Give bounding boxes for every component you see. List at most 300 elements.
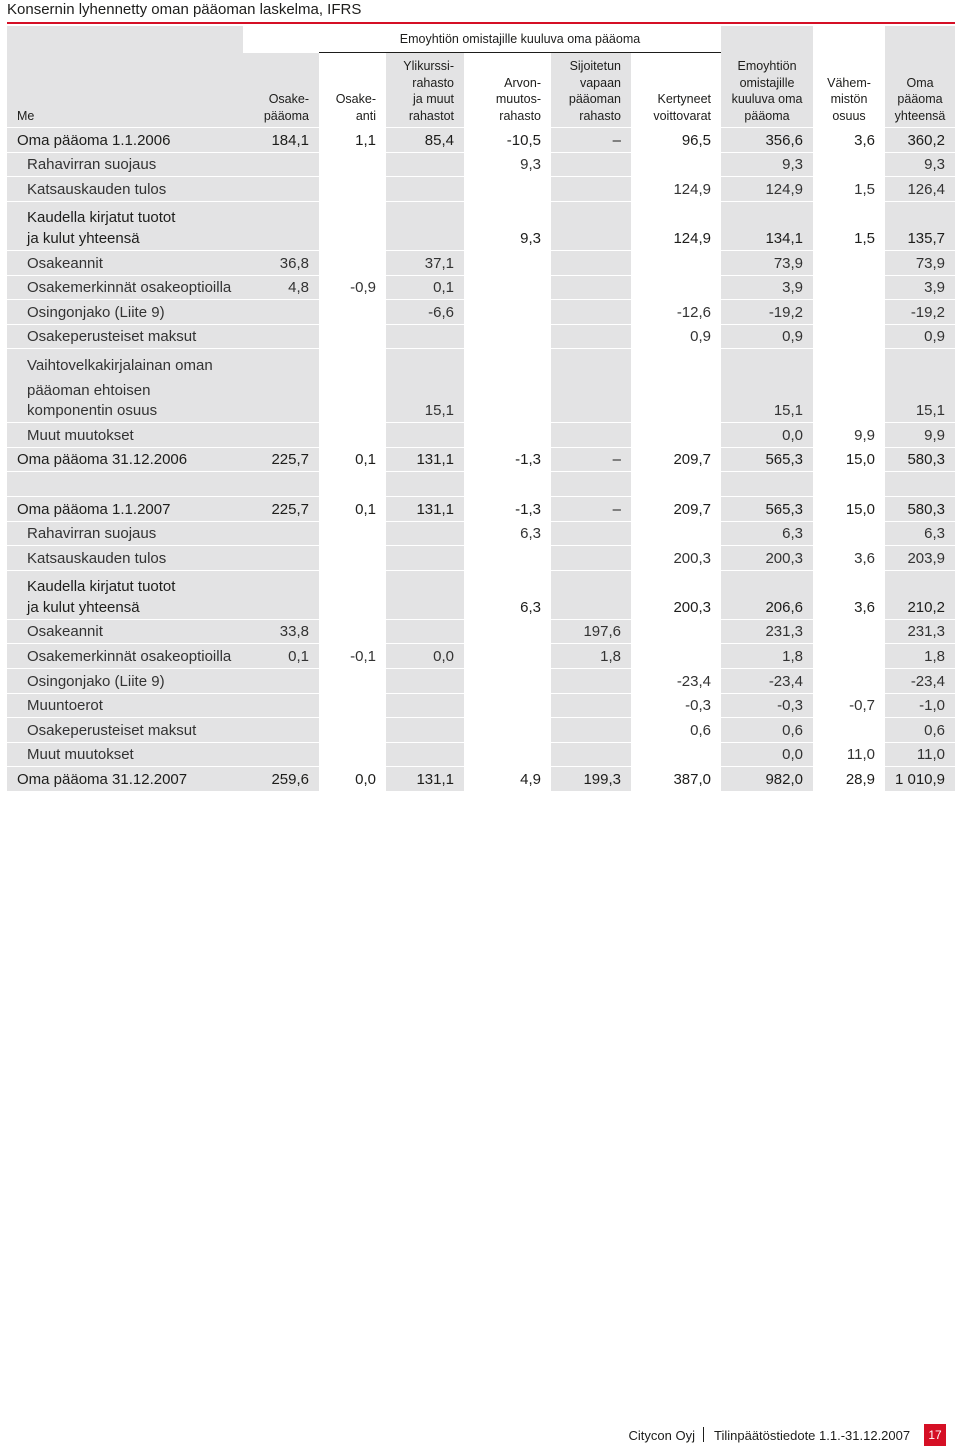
table-cell <box>813 250 885 275</box>
column-header-line: Kertyneet <box>657 92 712 106</box>
table-cell: -1,3 <box>464 496 551 521</box>
table-cell <box>631 152 721 177</box>
table-cell: 1,1 <box>319 127 386 152</box>
table-cell <box>631 643 721 668</box>
table-cell <box>243 348 319 422</box>
row-label <box>7 447 243 472</box>
page-title: Konsernin lyhennetty oman pääoman laskelma, IFRS <box>7 1 362 18</box>
table-cell: 15,0 <box>813 447 885 472</box>
table-cell: 131,1 <box>386 447 464 472</box>
table-cell: 0,1 <box>319 447 386 472</box>
table-cell: – <box>551 447 631 472</box>
table-cell <box>551 570 631 619</box>
table-row <box>7 717 955 742</box>
table-cell: -19,2 <box>885 299 955 324</box>
row-label-line: Osingonjako (Liite 9) <box>27 672 165 690</box>
table-cell <box>551 717 631 742</box>
row-label-line: Oma pääoma 31.12.2006 <box>17 451 188 469</box>
row-label-line: Kaudella kirjatut tuotot <box>27 209 176 227</box>
table-cell: 4,8 <box>243 275 319 300</box>
table-cell <box>464 422 551 447</box>
table-cell: 15,0 <box>813 496 885 521</box>
table-cell <box>319 324 386 349</box>
table-cell: 73,9 <box>721 250 813 275</box>
table-cell <box>319 348 386 422</box>
table-cell <box>813 275 885 300</box>
row-label <box>7 471 243 496</box>
table-cell <box>319 521 386 546</box>
table-cell <box>631 471 721 496</box>
table-cell: 0,6 <box>885 717 955 742</box>
table-cell <box>243 742 319 767</box>
column-header-line: pääoma <box>263 108 309 123</box>
row-label-line: Osakeannit <box>27 623 103 641</box>
table-row <box>7 766 955 791</box>
row-label-line: ja kulut yhteensä <box>27 598 140 616</box>
table-cell <box>319 299 386 324</box>
table-cell <box>551 250 631 275</box>
row-label-line: pääoman ehtoisen <box>27 381 151 399</box>
footer-report-title: Tilinpäätöstiedote 1.1.-31.12.2007 <box>714 1428 911 1443</box>
table-cell: -0,1 <box>319 643 386 668</box>
table-row <box>7 348 955 422</box>
table-cell <box>631 275 721 300</box>
table-cell: 3,6 <box>813 545 885 570</box>
table-cell <box>464 471 551 496</box>
footer-company: Citycon Oyj <box>628 1428 695 1443</box>
table-cell: 982,0 <box>721 766 813 791</box>
column-header-line: rahasto <box>499 108 541 123</box>
column-header-line: Osake- <box>268 92 309 106</box>
table-cell: 0,9 <box>885 324 955 349</box>
table-cell <box>386 176 464 201</box>
table-cell <box>551 742 631 767</box>
table-cell: -23,4 <box>885 668 955 693</box>
table-cell: 209,7 <box>631 447 721 472</box>
column-header-line: mistön <box>830 92 868 106</box>
table-cell <box>464 668 551 693</box>
row-label <box>7 521 243 546</box>
row-label <box>7 570 243 619</box>
table-cell: -1,3 <box>464 447 551 472</box>
table-cell <box>386 422 464 447</box>
table-cell: 0,1 <box>386 275 464 300</box>
row-label-line: Kaudella kirjatut tuotot <box>27 578 176 596</box>
table-cell: 0,9 <box>721 324 813 349</box>
column-header-line: rahasto <box>579 108 621 123</box>
table-cell: 3,6 <box>813 570 885 619</box>
table-cell: 565,3 <box>721 496 813 521</box>
column-header-line: Sijoitetun <box>569 59 621 73</box>
table-cell <box>885 471 955 496</box>
table-cell: 11,0 <box>813 742 885 767</box>
unit-label: Me <box>7 26 243 127</box>
table-cell <box>386 471 464 496</box>
column-header <box>464 53 551 127</box>
table-cell <box>386 545 464 570</box>
table-cell: 33,8 <box>243 619 319 644</box>
table-cell <box>386 201 464 250</box>
column-header <box>243 53 319 127</box>
table-cell <box>721 471 813 496</box>
table-row <box>7 324 955 349</box>
table-cell <box>813 643 885 668</box>
table-cell <box>386 668 464 693</box>
table-cell <box>464 742 551 767</box>
table-cell <box>464 717 551 742</box>
row-label-line: Osakeperusteiset maksut <box>27 721 197 739</box>
column-header-line: rahasto <box>412 75 454 90</box>
table-row <box>7 742 955 767</box>
table-spacer-row <box>7 471 955 496</box>
table-cell <box>319 471 386 496</box>
table-cell <box>551 176 631 201</box>
table-cell: 0,6 <box>721 717 813 742</box>
table-cell <box>464 693 551 718</box>
table-cell: 135,7 <box>885 201 955 250</box>
row-label <box>7 348 243 422</box>
table-cell: 126,4 <box>885 176 955 201</box>
table-cell <box>386 742 464 767</box>
row-label-line: Osakeannit <box>27 254 103 272</box>
table-cell: 9,3 <box>464 152 551 177</box>
table-cell: 36,8 <box>243 250 319 275</box>
row-label-line: Oma pääoma 1.1.2006 <box>17 131 171 149</box>
title-divider <box>7 22 955 24</box>
table-row <box>7 447 955 472</box>
table-cell: 387,0 <box>631 766 721 791</box>
table-cell: 580,3 <box>885 447 955 472</box>
table-cell: 200,3 <box>631 570 721 619</box>
column-header-line: pääoma <box>897 92 943 106</box>
table-cell <box>464 250 551 275</box>
table-row <box>7 496 955 521</box>
table-cell: 0,0 <box>319 766 386 791</box>
table-cell: 15,1 <box>885 348 955 422</box>
column-header <box>885 53 955 127</box>
table-cell: 9,3 <box>464 201 551 250</box>
table-cell <box>386 570 464 619</box>
table-cell <box>243 176 319 201</box>
table-cell: 0,1 <box>319 496 386 521</box>
table-cell <box>319 152 386 177</box>
row-label-line: Oma pääoma 1.1.2007 <box>17 500 171 518</box>
table-cell: 203,9 <box>885 545 955 570</box>
table-cell <box>243 152 319 177</box>
table-row <box>7 619 955 644</box>
table-cell <box>813 299 885 324</box>
table-cell: 184,1 <box>243 127 319 152</box>
table-row <box>7 201 955 250</box>
table-cell <box>319 570 386 619</box>
column-header-line: Oma <box>906 75 934 90</box>
row-label-line: Rahavirran suojaus <box>27 525 157 543</box>
table-cell <box>551 201 631 250</box>
row-label <box>7 176 243 201</box>
table-cell: -1,0 <box>885 693 955 718</box>
table-cell <box>386 324 464 349</box>
table-cell <box>551 693 631 718</box>
column-header-line: omistajille <box>739 75 795 90</box>
table-cell: 0,6 <box>631 717 721 742</box>
table-cell <box>813 717 885 742</box>
table-cell <box>631 250 721 275</box>
table-cell: 9,9 <box>885 422 955 447</box>
row-label <box>7 250 243 275</box>
table-cell: 580,3 <box>885 496 955 521</box>
table-row <box>7 521 955 546</box>
table-cell <box>464 324 551 349</box>
table-cell: 134,1 <box>721 201 813 250</box>
table-row <box>7 275 955 300</box>
table-cell <box>813 152 885 177</box>
table-cell: 3,6 <box>813 127 885 152</box>
column-header-line: rahastot <box>408 108 454 123</box>
table-cell: 3,9 <box>885 275 955 300</box>
row-label <box>7 422 243 447</box>
column-header-line: Arvon- <box>504 75 541 90</box>
table-cell <box>813 619 885 644</box>
table-cell: 0,9 <box>631 324 721 349</box>
table-cell <box>386 717 464 742</box>
column-header-line: yhteensä <box>894 108 946 123</box>
table-row <box>7 693 955 718</box>
table-cell: 131,1 <box>386 766 464 791</box>
table-cell: 1,8 <box>721 643 813 668</box>
row-label-line: Muut muutokset <box>27 426 134 444</box>
table-cell <box>319 545 386 570</box>
row-label <box>7 299 243 324</box>
table-cell: 124,9 <box>721 176 813 201</box>
row-label-line: Osakemerkinnät osakeoptioilla <box>27 648 232 666</box>
table-cell: 1,8 <box>885 643 955 668</box>
column-header-line: Vähem- <box>827 75 871 90</box>
table-cell <box>319 668 386 693</box>
table-cell: 9,3 <box>885 152 955 177</box>
row-label <box>7 766 243 791</box>
table-cell <box>631 348 721 422</box>
column-header <box>551 53 631 127</box>
table-cell: 6,3 <box>721 521 813 546</box>
table-cell <box>631 742 721 767</box>
column-header <box>386 53 464 127</box>
row-label-line: komponentin osuus <box>27 402 158 420</box>
table-cell: 231,3 <box>721 619 813 644</box>
row-label <box>7 619 243 644</box>
table-cell <box>464 545 551 570</box>
table-cell <box>551 299 631 324</box>
table-cell <box>319 176 386 201</box>
table-cell <box>243 668 319 693</box>
table-cell <box>464 275 551 300</box>
table-cell: 9,3 <box>721 152 813 177</box>
table-cell: 0,0 <box>386 643 464 668</box>
table-cell: 206,6 <box>721 570 813 619</box>
row-label-line: Vaihtovelkakirjalainan oman <box>27 356 213 374</box>
table-cell: – <box>551 127 631 152</box>
table-cell <box>464 299 551 324</box>
table-cell <box>319 619 386 644</box>
table-cell: – <box>551 496 631 521</box>
table-cell: -0,7 <box>813 693 885 718</box>
page-footer <box>0 1424 960 1448</box>
table-cell <box>319 693 386 718</box>
table-cell: -10,5 <box>464 127 551 152</box>
table-cell <box>243 717 319 742</box>
row-label <box>7 496 243 521</box>
column-header-line: Osake- <box>335 92 376 106</box>
column-header-line: Ylikurssi- <box>403 59 454 73</box>
table-cell: 197,6 <box>551 619 631 644</box>
table-body <box>7 127 955 791</box>
table-cell: -0,3 <box>721 693 813 718</box>
column-header-line: pääoman <box>568 92 621 106</box>
table-cell <box>551 545 631 570</box>
table-cell: 231,3 <box>885 619 955 644</box>
table-cell <box>551 152 631 177</box>
table-cell: 73,9 <box>885 250 955 275</box>
table-cell <box>319 717 386 742</box>
row-label-line: Muuntoerot <box>27 697 103 715</box>
table-row <box>7 176 955 201</box>
table-cell <box>631 619 721 644</box>
equity-table <box>7 26 955 791</box>
row-label <box>7 742 243 767</box>
table-cell <box>464 348 551 422</box>
table-cell: 565,3 <box>721 447 813 472</box>
table-cell: 0,0 <box>721 742 813 767</box>
table-cell: 209,7 <box>631 496 721 521</box>
table-cell <box>319 422 386 447</box>
table-cell <box>319 201 386 250</box>
table-cell <box>551 422 631 447</box>
table-cell <box>464 176 551 201</box>
table-cell: -6,6 <box>386 299 464 324</box>
table-cell <box>386 693 464 718</box>
table-cell: 4,9 <box>464 766 551 791</box>
table-cell: 28,9 <box>813 766 885 791</box>
row-label <box>7 152 243 177</box>
row-label <box>7 668 243 693</box>
table-cell <box>813 521 885 546</box>
table-cell: 210,2 <box>885 570 955 619</box>
row-label-line: Katsauskauden tulos <box>27 549 167 567</box>
table-row <box>7 422 955 447</box>
table-cell: 37,1 <box>386 250 464 275</box>
table-row <box>7 127 955 152</box>
row-label <box>7 643 243 668</box>
table-row <box>7 299 955 324</box>
table-cell <box>551 668 631 693</box>
column-header-line: osuus <box>832 108 866 123</box>
table-cell: 124,9 <box>631 201 721 250</box>
table-cell <box>386 619 464 644</box>
column-header-line: pääoma <box>744 108 790 123</box>
table-row <box>7 250 955 275</box>
table-cell: 96,5 <box>631 127 721 152</box>
table-cell: 199,3 <box>551 766 631 791</box>
table-cell <box>243 545 319 570</box>
table-cell <box>631 422 721 447</box>
table-cell: 1,5 <box>813 201 885 250</box>
column-header <box>319 53 386 127</box>
table-cell <box>631 521 721 546</box>
table-cell <box>551 471 631 496</box>
table-cell <box>551 275 631 300</box>
table-row <box>7 668 955 693</box>
table-cell <box>386 152 464 177</box>
column-header-line: muutos- <box>495 92 541 106</box>
row-label-line: Muut muutokset <box>27 746 134 764</box>
table-cell <box>319 742 386 767</box>
table-cell: 6,3 <box>464 521 551 546</box>
table-cell: -12,6 <box>631 299 721 324</box>
table-cell <box>551 348 631 422</box>
table-cell <box>386 521 464 546</box>
table-cell: 225,7 <box>243 496 319 521</box>
table-cell: -23,4 <box>631 668 721 693</box>
table-cell <box>243 299 319 324</box>
table-cell <box>813 348 885 422</box>
table-cell: -23,4 <box>721 668 813 693</box>
group-header: Emoyhtiön omistajille kuuluva oma pääoma <box>319 26 721 53</box>
row-label <box>7 201 243 250</box>
table-row <box>7 545 955 570</box>
column-header <box>813 53 885 127</box>
footer-divider <box>703 1427 704 1442</box>
column-header <box>631 53 721 127</box>
column-header-line: voittovarat <box>653 108 712 123</box>
table-cell: 1,8 <box>551 643 631 668</box>
row-label-line: Katsauskauden tulos <box>27 180 167 198</box>
table-group-header-row <box>7 26 955 53</box>
table-cell: -19,2 <box>721 299 813 324</box>
row-label-line: ja kulut yhteensä <box>27 229 140 247</box>
row-label <box>7 545 243 570</box>
row-label <box>7 275 243 300</box>
table-cell: 15,1 <box>721 348 813 422</box>
row-label-line: Rahavirran suojaus <box>27 156 157 174</box>
table-cell: 6,3 <box>885 521 955 546</box>
table-cell: 0,1 <box>243 643 319 668</box>
table-cell: 1 010,9 <box>885 766 955 791</box>
row-label <box>7 717 243 742</box>
table-cell <box>813 324 885 349</box>
table-cell: 360,2 <box>885 127 955 152</box>
table-cell: 259,6 <box>243 766 319 791</box>
row-label-line: Osakeperusteiset maksut <box>27 328 197 346</box>
page-number: 17 <box>924 1424 946 1446</box>
table-cell <box>243 693 319 718</box>
table-cell: 200,3 <box>631 545 721 570</box>
table-cell: 225,7 <box>243 447 319 472</box>
table-cell <box>319 250 386 275</box>
column-header-line: anti <box>355 108 376 123</box>
table-cell: 0,0 <box>721 422 813 447</box>
row-label-line: Oma pääoma 31.12.2007 <box>17 771 188 789</box>
table-cell: -0,9 <box>319 275 386 300</box>
table-cell <box>464 643 551 668</box>
table-cell: 356,6 <box>721 127 813 152</box>
table-cell <box>551 521 631 546</box>
table-cell <box>243 201 319 250</box>
table-cell: 15,1 <box>386 348 464 422</box>
table-row <box>7 643 955 668</box>
table-cell <box>464 619 551 644</box>
column-header <box>721 53 813 127</box>
table-cell <box>243 570 319 619</box>
table-cell: 200,3 <box>721 545 813 570</box>
